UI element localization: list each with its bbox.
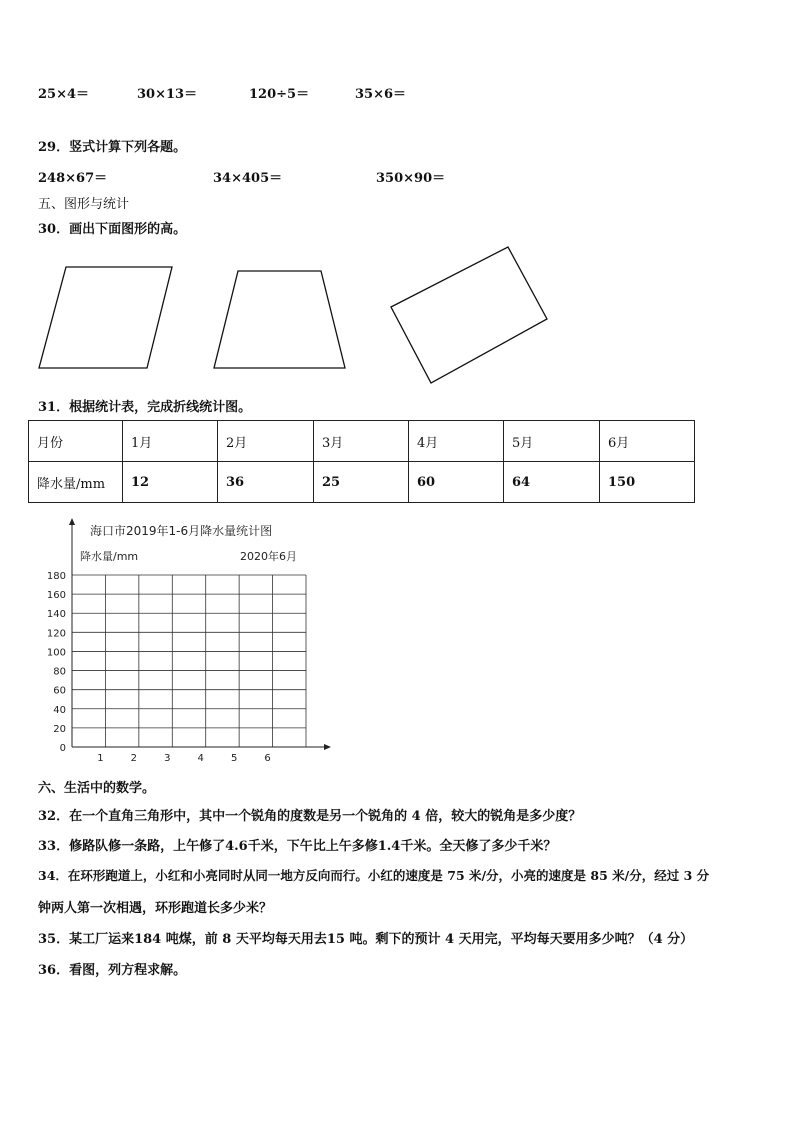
y-tick-label: 0 xyxy=(59,743,66,754)
table-cell: 150 xyxy=(600,462,695,503)
rainfall-table xyxy=(28,420,695,503)
question-36: 36．看图，列方程求解。 xyxy=(38,963,187,978)
calc-item-4: 35×6＝ xyxy=(355,87,407,102)
table-cell: 4月 xyxy=(409,421,504,462)
y-tick-label: 160 xyxy=(46,590,66,602)
y-tick-label: 180 xyxy=(46,571,66,582)
question-31-title: 31．根据统计表，完成折线统计图。 xyxy=(38,400,252,415)
table-cell: 降水量/mm xyxy=(29,462,123,503)
calc-item-3: 120÷5＝ xyxy=(249,87,310,102)
rainfall-line-chart xyxy=(30,515,340,765)
table-cell: 64 xyxy=(504,462,600,503)
table-cell: 36 xyxy=(218,462,314,503)
rotated-rectangle-shape xyxy=(391,247,547,383)
y-tick-label: 20 xyxy=(53,723,66,735)
y-tick-label: 60 xyxy=(53,685,66,697)
question-35: 35．某工厂运来184 吨煤，前 8 天平均每天用去15 吨。剩下的预计 4 天用完，平均每天要用多少吨？（4 分） xyxy=(38,932,694,947)
x-tick-label: 4 xyxy=(197,753,204,764)
x-axis-arrow xyxy=(324,744,331,750)
vertical-calc-2: 34×405＝ xyxy=(213,171,283,186)
section-6-title: 六、生活中的数学。 xyxy=(38,781,156,796)
chart-date-note: 2020年6月 xyxy=(240,550,297,563)
calc-item-1: 25×4＝ xyxy=(38,87,90,102)
y-tick-label: 120 xyxy=(46,628,66,640)
table-cell: 月份 xyxy=(29,421,123,462)
x-tick-label: 5 xyxy=(230,753,238,764)
chart-x-ticks xyxy=(97,753,271,764)
y-tick-label: 100 xyxy=(46,647,66,659)
x-tick-label: 6 xyxy=(264,753,271,764)
section-5-title: 五、图形与统计 xyxy=(38,197,130,212)
table-cell: 25 xyxy=(314,462,409,503)
geometry-figures xyxy=(0,240,600,390)
x-tick-label: 3 xyxy=(164,753,171,764)
x-tick-label: 1 xyxy=(97,753,104,764)
question-33: 33．修路队修一条路，上午修了4.6千米，下午比上午多修1.4千米。全天修了多少千米？ xyxy=(38,839,557,854)
y-tick-label: 40 xyxy=(53,704,66,716)
table-cell: 3月 xyxy=(314,421,409,462)
question-32: 32．在一个直角三角形中，其中一个锐角的度数是另一个锐角的 4 倍，较大的锐角是多少度？ xyxy=(38,809,582,824)
table-row xyxy=(29,462,695,503)
table-cell: 12 xyxy=(123,462,218,503)
y-tick-label: 140 xyxy=(46,609,66,621)
vertical-calc-3: 350×90＝ xyxy=(376,171,446,186)
question-34-line2: 钟两人第一次相遇，环形跑道长多少米？ xyxy=(38,901,273,916)
table-cell: 60 xyxy=(409,462,504,503)
question-29-title: 29．竖式计算下列各题。 xyxy=(38,140,187,155)
table-cell: 2月 xyxy=(218,421,314,462)
table-cell: 5月 xyxy=(504,421,600,462)
parallelogram-shape xyxy=(39,267,172,368)
calc-item-2: 30×13＝ xyxy=(137,87,198,102)
table-cell: 1月 xyxy=(123,421,218,462)
x-tick-label: 2 xyxy=(130,753,138,764)
chart-grid xyxy=(72,575,306,747)
table-header-row xyxy=(29,421,695,462)
question-30-title: 30．画出下面图形的高。 xyxy=(38,222,187,237)
chart-y-label: 降水量/mm xyxy=(80,550,139,563)
vertical-calc-1: 248×67＝ xyxy=(38,171,108,186)
y-tick-label: 80 xyxy=(53,666,66,678)
trapezoid-shape xyxy=(214,271,345,368)
chart-title: 海口市2019年1-6月降水量统计图 xyxy=(90,524,273,538)
table-cell: 6月 xyxy=(600,421,695,462)
y-axis-arrow xyxy=(69,518,75,525)
question-34-line1: 34．在环形跑道上，小红和小亮同时从同一地方反向而行。小红的速度是 75 米/分，小亮的速度是 85 米/分，经过 3 分 xyxy=(38,868,710,883)
chart-y-ticks xyxy=(47,571,66,754)
